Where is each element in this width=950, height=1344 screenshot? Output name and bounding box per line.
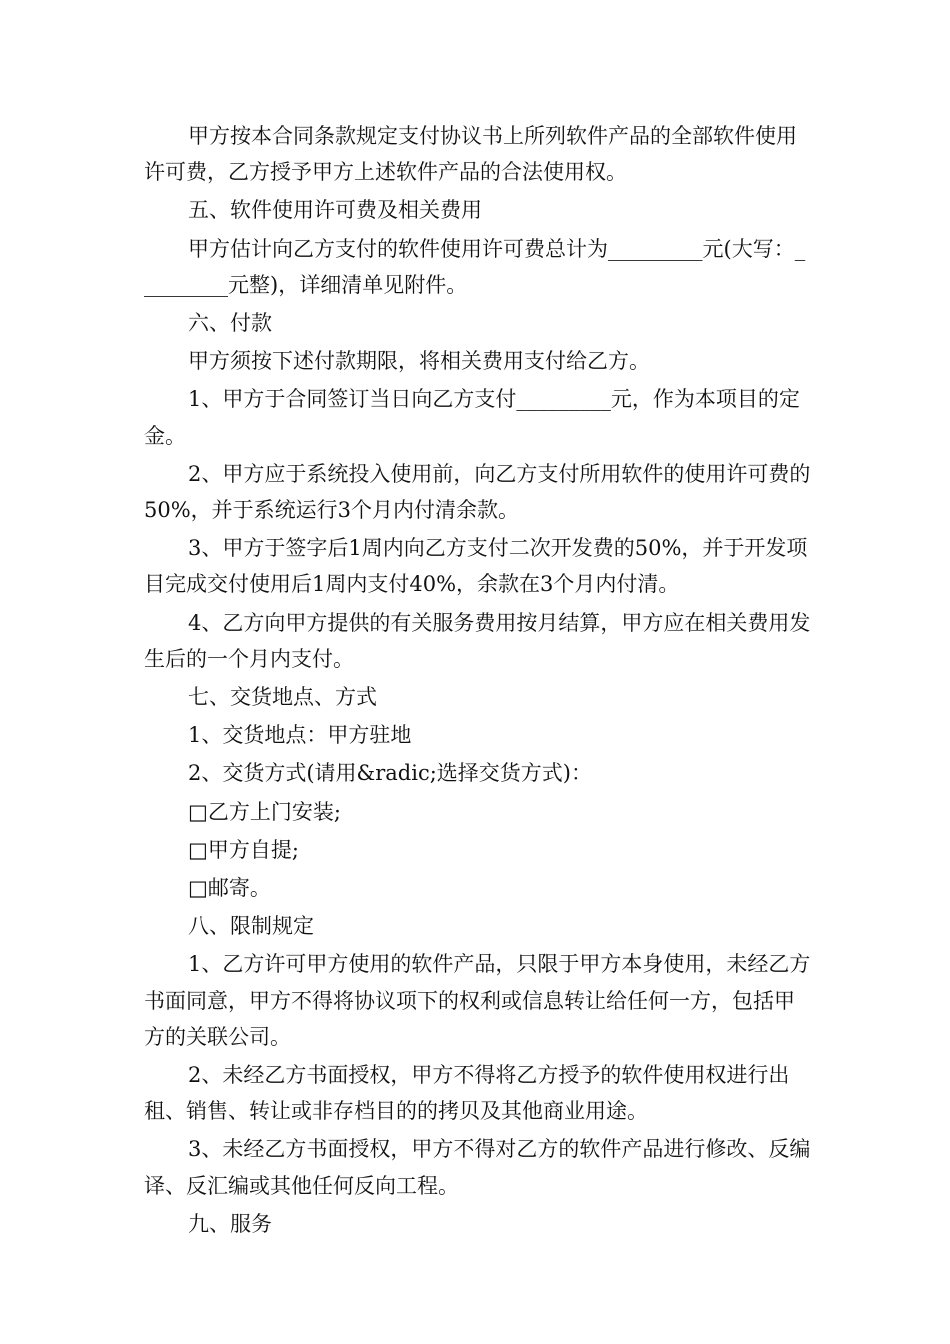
paragraph-restriction-1: 1、乙方许可甲方使用的软件产品，只限于甲方本身使用，未经乙方书面同意，甲方不得将协议项下的权利或信息转让给任何一方，包括甲方的关联公司。 (144, 952, 811, 1049)
paragraph-license-grant: 甲方按本合同条款规定支付协议书上所列软件产品的全部软件使用许可费，乙方授予甲方上述软件产品的合法使用权。 (144, 124, 797, 185)
paragraph-payment-4: 4、乙方向甲方提供的有关服务费用按月结算，甲方应在相关费用发生后的一个月内支付。 (144, 610, 811, 671)
paragraph-payment-intro: 甲方须按下述付款期限，将相关费用支付给乙方。 (188, 349, 650, 374)
paragraph-delivery-method: 2、交货方式(请用&radic;选择交货方式)： (188, 761, 592, 786)
section-heading-fees: 五、软件使用许可费及相关费用 (188, 198, 482, 223)
section-heading-service: 九、服务 (188, 1211, 272, 1236)
section-heading-payment: 六、付款 (188, 311, 272, 336)
paragraph-restriction-3: 3、未经乙方书面授权，甲方不得对乙方的软件产品进行修改、反编译、反汇编或其他任何反向工程。 (144, 1137, 811, 1198)
paragraph-payment-2: 2、甲方应于系统投入使用前，向乙方支付所用软件的使用许可费的50%，并于系统运行3个月内付清余款。 (144, 461, 811, 523)
checkbox-option-mail: □邮寄。 (188, 876, 271, 901)
checkbox-option-self-pickup: □甲方自提; (188, 837, 299, 862)
paragraph-payment-1: 1、甲方于合同签订当日向乙方支付_________元，作为本项目的定金。 (144, 387, 800, 448)
paragraph-delivery-location: 1、交货地点：甲方驻地 (188, 723, 412, 748)
checkbox-option-onsite-install: □乙方上门安装; (188, 799, 341, 824)
section-heading-restrictions: 八、限制规定 (188, 914, 314, 939)
paragraph-fee-estimate: 甲方估计向乙方支付的软件使用许可费总计为_________元(大写：_________元整)，详细清单见附件。 (144, 236, 806, 297)
paragraph-payment-3: 3、甲方于签字后1周内向乙方支付二次开发费的50%，并于开发项目完成交付使用后1周内支付40%，余款在3个月内付清。 (144, 536, 808, 597)
paragraph-restriction-2: 2、未经乙方书面授权，甲方不得将乙方授予的软件使用权进行出租、销售、转让或非存档目的的拷贝及其他商业用途。 (144, 1063, 790, 1124)
document-body (144, 118, 812, 1242)
section-heading-delivery: 七、交货地点、方式 (188, 685, 377, 710)
